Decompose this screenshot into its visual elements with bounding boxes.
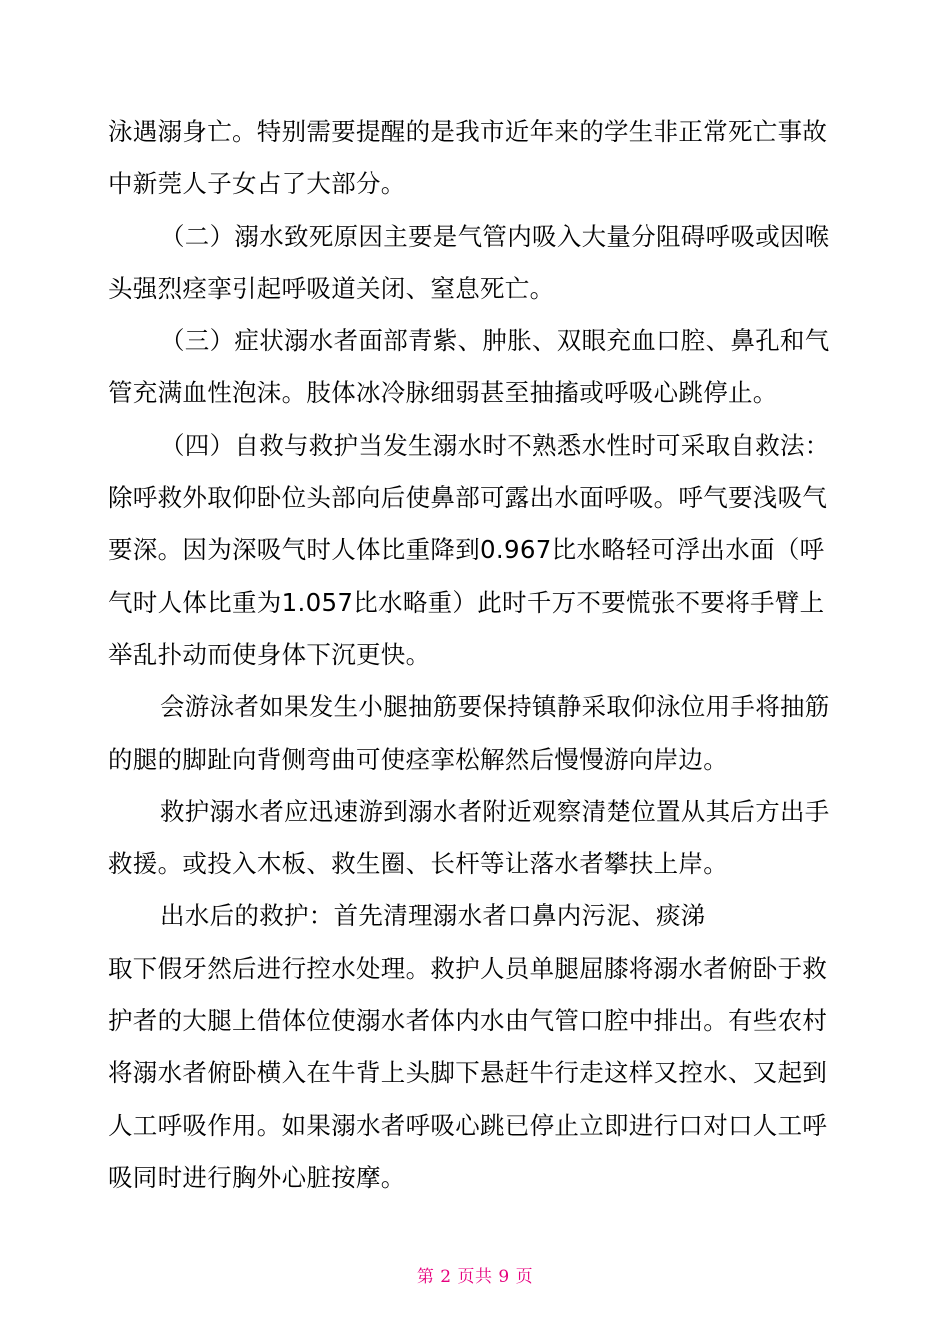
paragraph-2: （二）溺水致死原因主要是气管内吸入大量分阻碍呼吸或因喉头强烈痉挛引起呼吸道关闭、窒息死亡。 bbox=[108, 221, 830, 303]
paragraph-5: 会游泳者如果发生小腿抽筋要保持镇静采取仰泳位用手将抽筋的腿的脚趾向背侧弯曲可使痉挛松解然后慢慢游向岸边。 bbox=[108, 692, 830, 774]
paragraph-7: 出水后的救护：首先清理溺水者口鼻内污泥、痰涕 bbox=[160, 901, 706, 931]
paragraph-4: （四）自救与救护当发生溺水时不熟悉水性时可采取自救法：除呼救外取仰卧位头部向后使鼻部可露出水面呼吸。呼气要浅吸气要深。因为深吸气时人体比重降到0.967比水略轻可浮出水面（呼气时人体比重为1.057比水略重）此时千万不要慌张不要将手臂上举乱扑动而使身体下沉更快。 bbox=[108, 430, 830, 669]
document-body bbox=[108, 106, 844, 1204]
paragraph-3: （三）症状溺水者面部青紫、肿胀、双眼充血口腔、鼻孔和气管充满血性泡沫。肢体冰冷脉细弱甚至抽搐或呼吸心跳停止。 bbox=[108, 326, 830, 408]
paragraph-8: 取下假牙然后进行控水处理。救护人员单腿屈膝将溺水者俯卧于救护者的大腿上借体位使溺水者体内水由气管口腔中排出。有些农村将溺水者俯卧横入在牛背上头脚下悬赶牛行走这样又控水、又起到人工呼吸作用。如果溺水者呼吸心跳已停止立即进行口对口人工呼吸同时进行胸外心脏按摩。 bbox=[108, 953, 828, 1192]
page-number-footer: 第 2 页共 9 页 bbox=[416, 1267, 534, 1287]
paragraph-6: 救护溺水者应迅速游到溺水者附近观察清楚位置从其后方出手救援。或投入木板、救生圈、长杆等让落水者攀扶上岸。 bbox=[108, 796, 830, 879]
paragraph-1: 泳遇溺身亡。特别需要提醒的是我市近年来的学生非正常死亡事故中新莞人子女占了大部分。 bbox=[108, 117, 828, 199]
